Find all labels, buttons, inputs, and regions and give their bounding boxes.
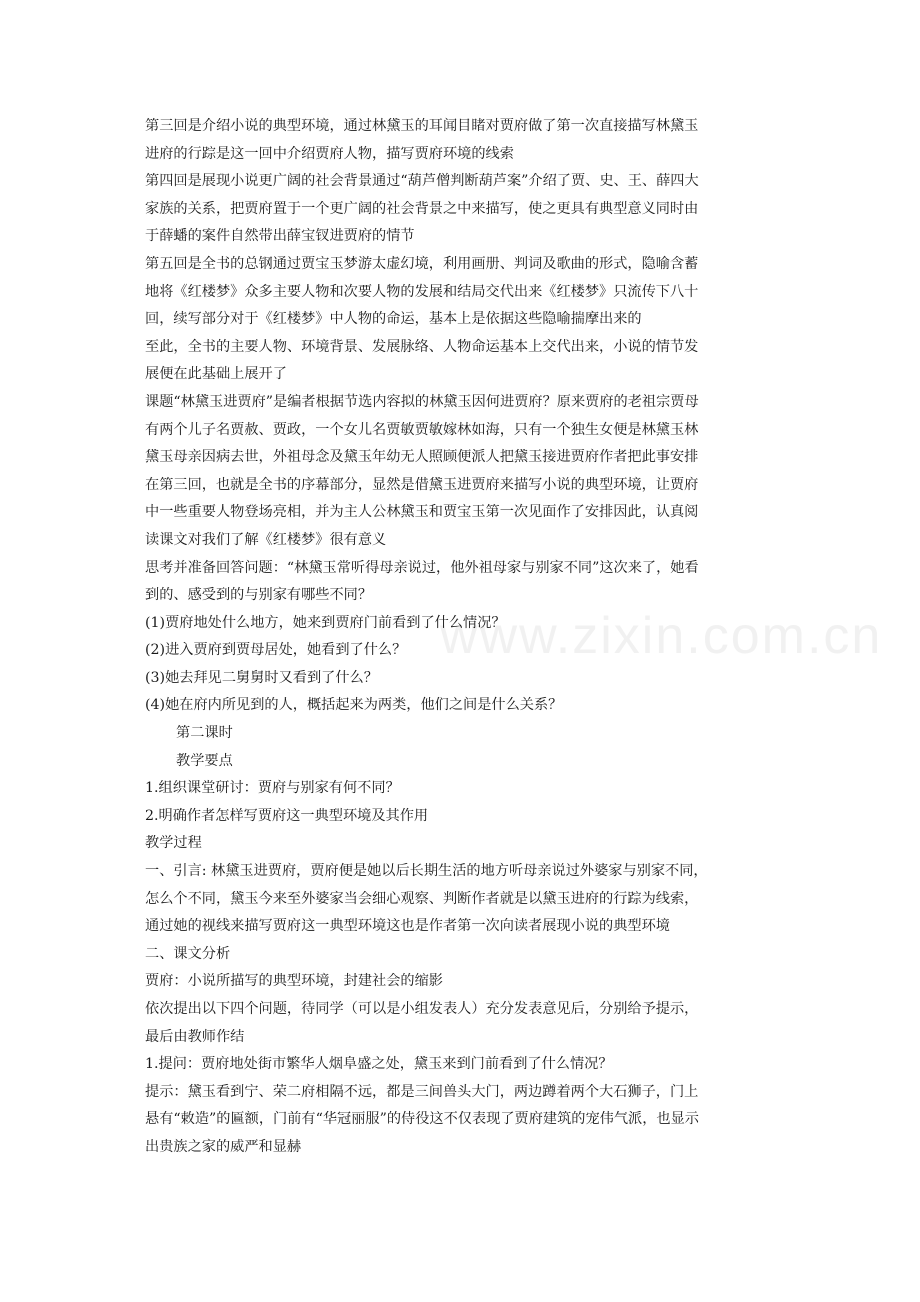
text-line: 中一些重要人物登场亮相，并为主人公林黛玉和贾宝玉第一次见面作了安排因此，认真阅 [145, 504, 699, 521]
text-line: 到的、感受到的与别家有哪些不同？ [145, 587, 373, 604]
text-line: 怎么个不同，黛玉今来至外婆家当会细心观察、判断作者就是以黛玉进府的行踪为线索， [145, 890, 699, 907]
text-line: 有两个儿子名贾赦、贾政，一个女儿名贾敏贾敏嫁林如海，只有一个独生女便是林黛玉林 [145, 421, 699, 438]
text-line: 家族的关系，把贾府置于一个更广阔的社会背景之中来描写，使之更具有典型意义同时由 [145, 200, 699, 217]
text-line: 最后由教师作结 [145, 1028, 245, 1045]
section-heading: 教学过程 [145, 835, 202, 852]
text-line: 贾府：小说所描写的典型环境，封建社会的缩影 [145, 973, 443, 990]
text-line: 悬有“敕造”的匾额，门前有“华冠丽服”的侍役这不仅表现了贾府建筑的宠伟气派，也显示 [145, 1111, 699, 1128]
text-line: 出贵族之家的威严和显赫 [145, 1138, 302, 1155]
list-item: 1.提问：贾府地处街市繁华人烟阜盛之处，黛玉来到门前看到了什么情况？ [145, 1056, 613, 1073]
section-heading: 二、课文分析 [145, 945, 231, 962]
section-heading: 第二课时 [176, 725, 233, 742]
question-item: (3)她去拜见二舅舅时又看到了什么？ [145, 669, 378, 686]
text-line: 第五回是全书的总钢通过贾宝玉梦游太虚幻境，利用画册、判词及歌曲的形式，隐喻含蓄 [145, 255, 699, 272]
question-item: (1)贾府地处什么地方，她来到贾府门前看到了什么情况？ [145, 614, 506, 631]
text-line: 回，续写部分对于《红楼梦》中人物的命运，基本上是依据这些隐喻揣摩出来的 [145, 311, 642, 328]
text-line: 一、引言: 林黛玉进贾府，贾府便是她以后长期生活的地方听母亲说过外婆家与别家不同， [145, 863, 708, 880]
text-line: 展便在此基础上展开了 [145, 366, 287, 383]
question-item: (4)她在府内所见到的人，概括起来为两类，他们之间是什么关系？ [145, 697, 563, 714]
text-line: 课题“林黛玉进贾府”是编者根据节选内容拟的林黛玉因何进贾府？原来贾府的老祖宗贾母 [145, 393, 699, 410]
text-line: 第四回是展现小说更广阔的社会背景通过“葫芦僧判断葫芦案”介绍了贾、史、王、薛四大 [145, 173, 699, 190]
list-item: 2.明确作者怎样写贾府这一典型环境及其作用 [145, 807, 429, 824]
text-line: 第三回是介绍小说的典型环境，通过林黛玉的耳闻目睹对贾府做了第一次直接描写林黛玉 [145, 118, 699, 134]
section-heading: 教学要点 [176, 752, 233, 769]
text-line: 黛玉母亲因病去世，外祖母念及黛玉年幼无人照顾便派人把黛玉接进贾府作者把此事安排 [145, 449, 699, 466]
text-line: 提示：黛玉看到宁、荣二府相隔不远，都是三间兽头大门，两边蹲着两个大石狮子，门上 [145, 1083, 699, 1100]
text-line: 至此，全书的主要人物、环境背景、发展脉络、人物命运基本上交代出来，小说的情节发 [145, 338, 699, 355]
list-item: 1.组织课堂研讨：贾府与别家有何不同？ [145, 780, 400, 797]
text-line: 进府的行踪是这一回中介绍贾府人物，描写贾府环境的线索 [145, 145, 514, 162]
text-line: 通过她的视线来描写贾府这一典型环境这也是作者第一次向读者展现小说的典型环境 [145, 918, 670, 935]
text-line: 思考并准备回答问题：“林黛玉常听得母亲说过，他外祖母家与别家不同”这次来了，她看 [145, 559, 699, 576]
question-item: (2)进入贾府到贾母居处，她看到了什么？ [145, 642, 407, 659]
text-line: 地将《红楼梦》众多主要人物和次要人物的发展和结局交代出来《红楼梦》只流传下八十 [145, 283, 699, 300]
text-line: 依次提出以下四个问题，待同学（可以是小组发表人）充分发表意见后，分别给予提示， [145, 1001, 699, 1017]
document-body [145, 113, 785, 1162]
text-line: 读课文对我们了解《红楼梦》很有意义 [145, 531, 387, 548]
text-line: 于薛蟠的案件自然带出薛宝钗进贾府的情节 [145, 228, 415, 245]
text-line: 在第三回，也就是全书的序幕部分，显然是借黛玉进贾府来描写小说的典型环境，让贾府 [145, 476, 699, 493]
watermark: www.zixin.com.cn [440, 607, 883, 665]
